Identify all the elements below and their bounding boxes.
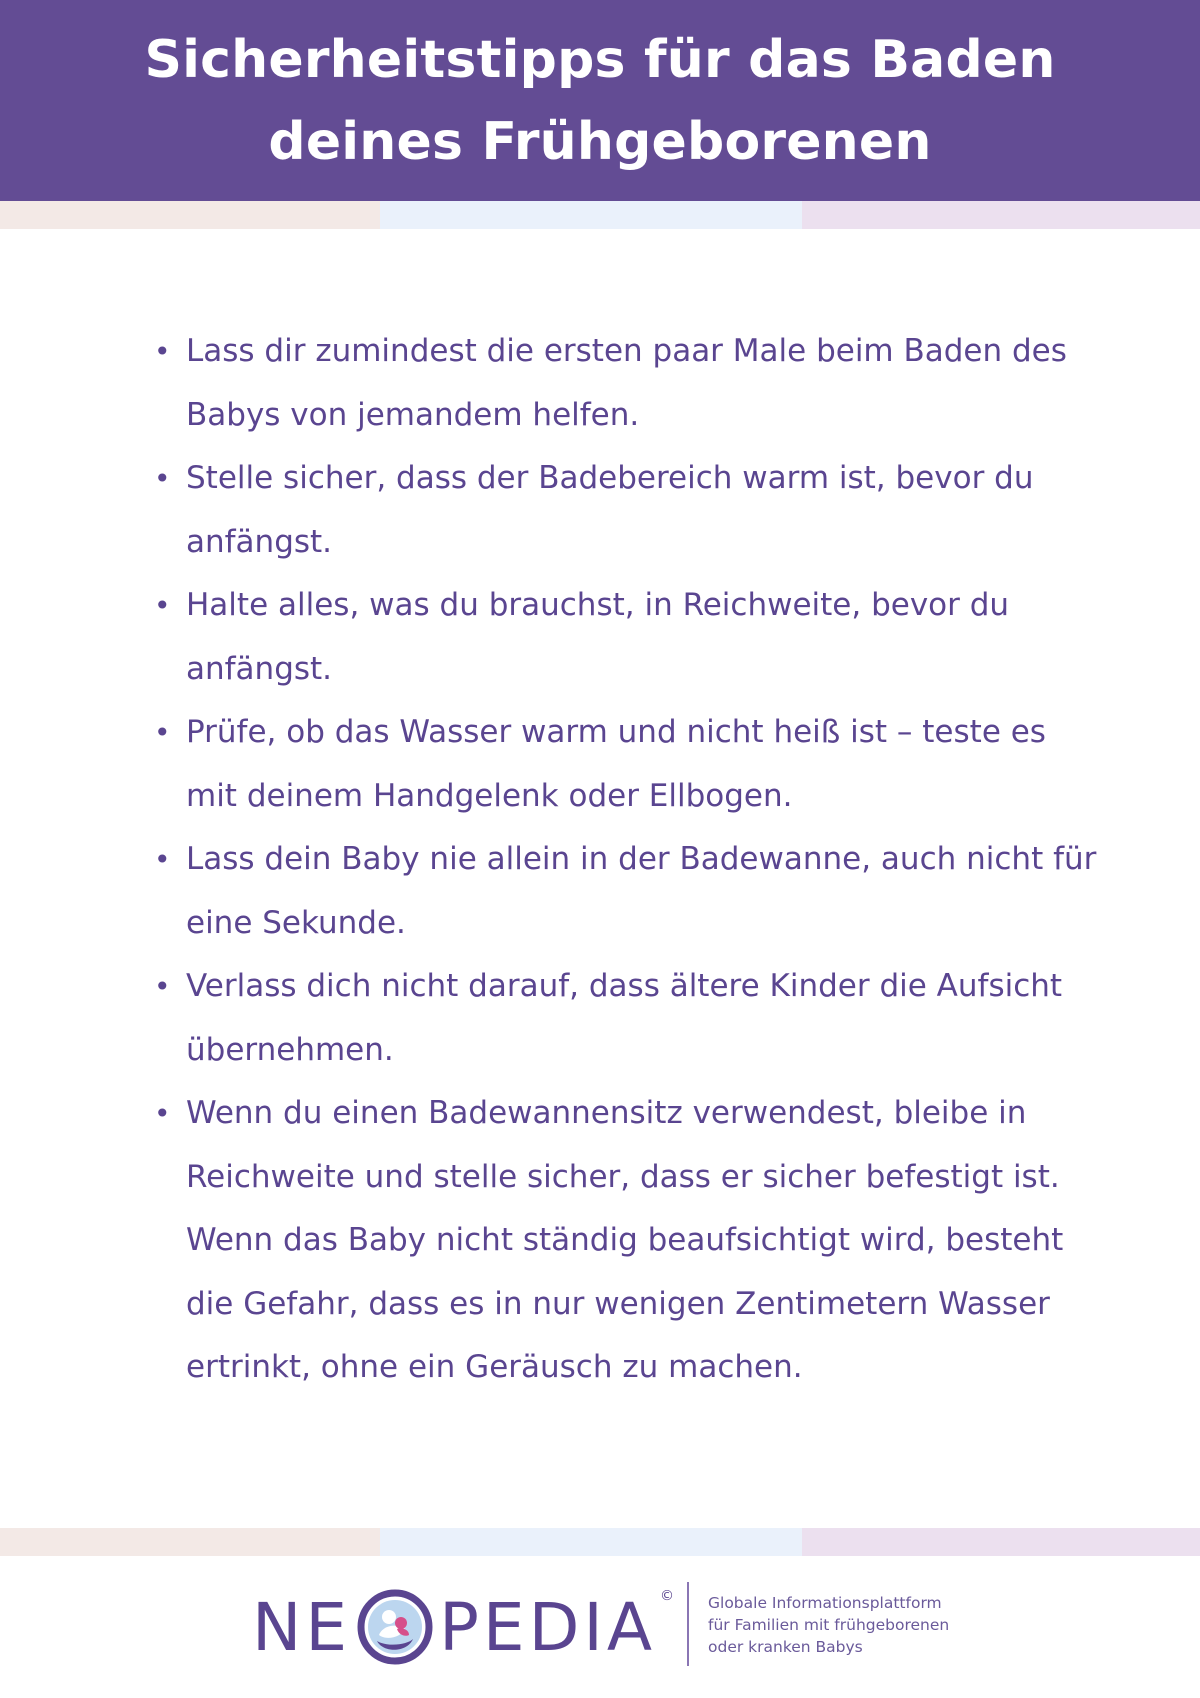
title-line-1: Sicherheitstipps für das Baden (144, 29, 1056, 90)
tip-text: Halte alles, was du brauchst, in Reichweite, bevor du anfängst. (186, 587, 1010, 687)
copyright-mark: © (660, 1588, 675, 1604)
tagline-line-3: oder kranken Babys (708, 1638, 863, 1656)
tagline-line-1: Globale Informationsplattform (708, 1594, 942, 1612)
list-item: • Lass dein Baby nie allein in der Badewanne, auch nicht für eine Sekunde. (154, 841, 1097, 941)
list-item: • Verlass dich nicht darauf, dass ältere Kinder die Aufsicht übernehmen. (154, 968, 1063, 1068)
tip-text: Lass dir zumindest die ersten paar Male beim Baden des Babys von jemandem helfen. (186, 333, 1067, 433)
page-title (144, 19, 1055, 183)
color-stripe-top (0, 201, 1200, 229)
mother-baby-icon (357, 1589, 433, 1665)
tip-text: Verlass dich nicht darauf, dass ältere Kinder die Aufsicht übernehmen. (186, 968, 1063, 1068)
footer-divider (687, 1582, 689, 1666)
neopedia-logo (252, 1582, 674, 1672)
tip-text: Stelle sicher, dass der Badebereich warm ist, bevor du anfängst. (186, 460, 1034, 560)
header-banner (0, 0, 1200, 201)
logo-text-right: PEDIA (439, 1588, 657, 1666)
list-item: • Prüfe, ob das Wasser warm und nicht heiß ist – teste es mit deinem Handgelenk oder Ellbogen. (154, 714, 1046, 814)
tip-text: Lass dein Baby nie allein in der Badewanne, auch nicht für eine Sekunde. (186, 841, 1097, 941)
list-item: • Wenn du einen Badewannensitz verwendest, bleibe in Reichweite und stelle sicher, dass er sicher befestigt ist. Wenn das Baby nicht ständig beaufsichtigt wird, besteht die Gefahr, dass es in nur wenigen Zentimetern Wasser ertrinkt, ohne ein Geräusch zu machen. (154, 1095, 1064, 1385)
safety-tips-list (150, 320, 1100, 1400)
tagline-line-2: für Familien mit frühgeborenen (708, 1616, 950, 1634)
tip-text: Wenn du einen Badewannensitz verwendest, bleibe in Reichweite und stelle sicher, dass er sicher befestigt ist. Wenn das Baby nicht ständig beaufsichtigt wird, besteht die Gefahr, dass es in nur wenigen Zentimetern Wasser ertrinkt, ohne ein Geräusch zu machen. (186, 1095, 1064, 1385)
tagline (708, 1592, 949, 1658)
title-line-2: deines Frühgeborenen (268, 111, 932, 172)
tip-text: Prüfe, ob das Wasser warm und nicht heiß ist – teste es mit deinem Handgelenk oder Ellbogen. (186, 714, 1046, 814)
footer (0, 1556, 1200, 1698)
logo-text-left: NE (252, 1588, 352, 1666)
list-item: • Stelle sicher, dass der Badebereich warm ist, bevor du anfängst. (154, 460, 1034, 560)
list-item: • Halte alles, was du brauchst, in Reichweite, bevor du anfängst. (154, 587, 1010, 687)
list-item: • Lass dir zumindest die ersten paar Male beim Baden des Babys von jemandem helfen. (154, 333, 1067, 433)
color-stripe-bottom (0, 1528, 1200, 1556)
